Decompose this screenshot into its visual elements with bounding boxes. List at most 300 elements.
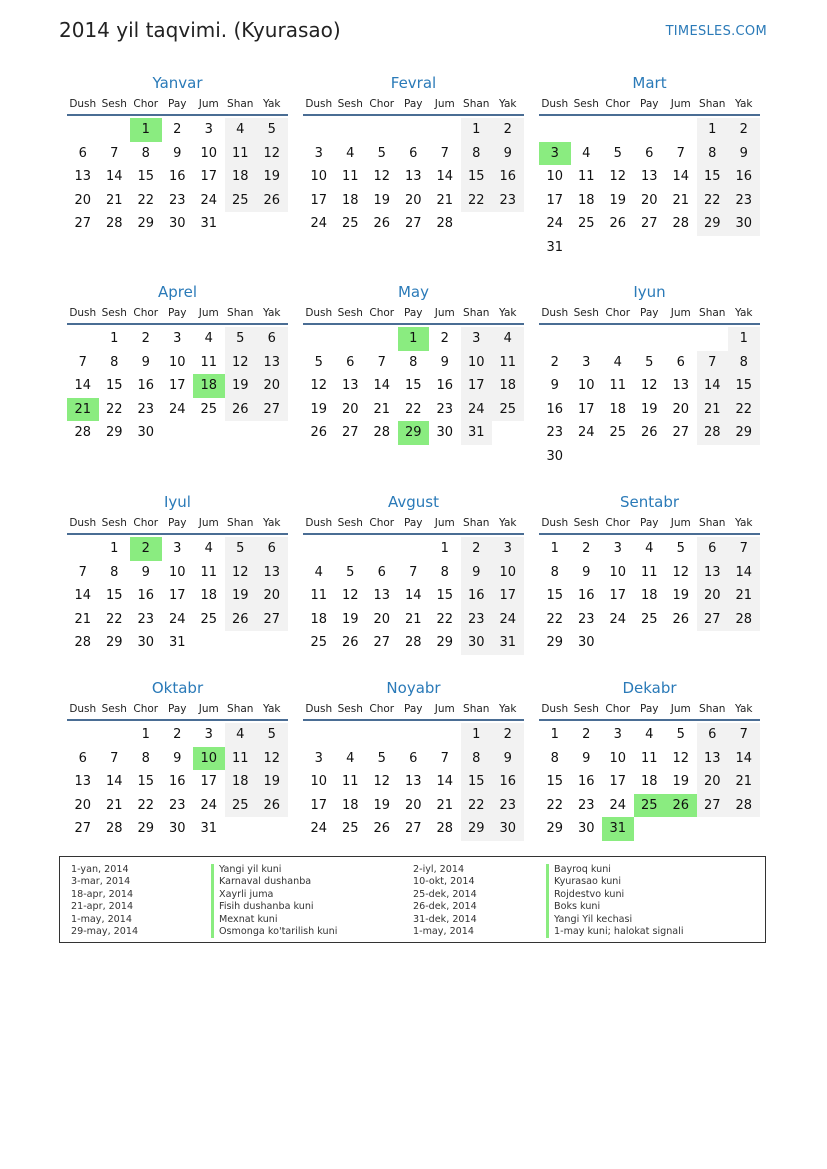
weekday-label: Jum [670, 307, 691, 319]
day-cell: 13 [697, 747, 729, 771]
day-cell: 30 [137, 635, 155, 651]
day-cell: 2 [440, 331, 449, 346]
day-cell: 18 [577, 192, 595, 208]
weekday-label: Chor [369, 517, 395, 529]
holiday-legend [59, 856, 766, 943]
day-cell: 14 [74, 378, 92, 394]
day-cell: 7 [78, 354, 87, 370]
day-cell: 12 [672, 750, 690, 766]
day-cell: 13 [341, 378, 359, 394]
day-cell: 11 [200, 564, 218, 580]
weekday-label: Shan [699, 517, 726, 529]
day-cell: 9 [550, 378, 559, 394]
empty-day-cell [665, 118, 697, 142]
day-cell: 2 [173, 122, 182, 137]
empty-day-cell [303, 537, 335, 561]
day-cell: 19 [310, 401, 328, 417]
day-cell: 28 [105, 821, 123, 837]
legend-holiday-name: Boks kuni [546, 901, 684, 913]
day-cell: 11 [225, 747, 257, 771]
day-cell: 25 [225, 794, 257, 818]
day-cell: 4 [225, 118, 257, 142]
page-title: 2014 yil taqvimi. (Kyurasao) [59, 18, 341, 42]
day-cell: 25 [609, 425, 627, 441]
day-cell: 4 [645, 727, 654, 742]
day-cell: 25 [492, 398, 524, 422]
weekday-label: Dush [541, 98, 569, 110]
day-cell: 25 [310, 635, 328, 651]
weekday-label: Sesh [573, 98, 599, 110]
month-oktabr [67, 677, 288, 841]
day-grid [67, 537, 288, 655]
day-cell: 8 [697, 142, 729, 166]
day-cell: 15 [546, 774, 564, 790]
day-cell: 21 [436, 192, 454, 208]
day-cell: 28 [436, 821, 454, 837]
day-cell: 7 [377, 354, 386, 370]
day-cell: 27 [373, 635, 391, 651]
day-cell: 5 [645, 354, 654, 370]
day-cell: 10 [168, 354, 186, 370]
day-cell: 14 [74, 588, 92, 604]
day-cell: 10 [577, 378, 595, 394]
day-cell: 16 [492, 770, 524, 794]
day-cell: 3 [314, 750, 323, 766]
day-cell: 29 [436, 635, 454, 651]
day-cell: 17 [310, 192, 328, 208]
day-cell: 5 [377, 145, 386, 161]
day-cell: 15 [105, 588, 123, 604]
month-name: Fevral [390, 74, 437, 92]
day-cell: 14 [672, 169, 690, 185]
weekday-label: Yak [263, 98, 281, 110]
day-cell: 28 [728, 608, 760, 632]
empty-day-cell [571, 327, 603, 351]
day-cell: 9 [173, 750, 182, 766]
day-cell: 3 [173, 541, 182, 556]
day-grid [303, 118, 524, 236]
day-cell: 16 [492, 165, 524, 189]
weekday-header [67, 699, 288, 721]
day-cell: 27 [404, 821, 422, 837]
day-cell: 7 [110, 750, 119, 766]
day-cell: 24 [546, 216, 564, 232]
day-cell: 23 [137, 401, 155, 417]
day-cell: 8 [550, 750, 559, 766]
day-cell: 14 [105, 774, 123, 790]
weekday-label: Jum [670, 517, 691, 529]
day-cell: 12 [609, 169, 627, 185]
day-cell: 24 [168, 401, 186, 417]
legend-holiday-name: 1-may kuni; halokat signali [546, 926, 684, 938]
day-cell: 9 [582, 750, 591, 766]
day-cell: 29 [105, 425, 123, 441]
empty-day-cell [634, 118, 666, 142]
weekday-label: Yak [499, 98, 517, 110]
day-cell: 16 [546, 401, 564, 417]
day-cell: 23 [436, 401, 454, 417]
day-cell: 25 [341, 821, 359, 837]
weekday-label: Shan [463, 98, 490, 110]
legend-date: 1-may, 2014 [413, 925, 474, 937]
weekday-label: Yak [499, 307, 517, 319]
day-cell: 5 [225, 537, 257, 561]
weekday-label: Dush [541, 307, 569, 319]
day-cell: 29 [137, 216, 155, 232]
month-dekabr [539, 677, 760, 841]
month-name: Yanvar [152, 74, 203, 92]
day-cell: 20 [640, 192, 658, 208]
weekday-label: Pay [639, 703, 659, 715]
day-cell: 26 [609, 216, 627, 232]
day-cell: 17 [461, 374, 493, 398]
weekday-label: Dush [541, 703, 569, 715]
empty-day-cell [634, 327, 666, 351]
day-cell: 31 [546, 239, 564, 255]
day-cell: 9 [492, 142, 524, 166]
empty-day-cell [335, 327, 367, 351]
day-cell: 2 [550, 354, 559, 370]
site-brand-link[interactable]: TIMESLES.COM [665, 24, 767, 39]
day-cell: 22 [461, 189, 493, 213]
month-name: Aprel [157, 283, 198, 301]
day-grid [539, 118, 760, 260]
day-cell: 7 [409, 564, 418, 580]
month-name: Sentabr [619, 493, 680, 511]
legend-left-dates [71, 864, 138, 938]
day-cell: 31 [168, 635, 186, 651]
month-avgust [303, 491, 524, 655]
day-cell: 8 [409, 354, 418, 370]
day-cell: 2 [582, 541, 591, 556]
day-cell: 1 [141, 727, 150, 742]
day-cell: 22 [137, 797, 155, 813]
day-cell: 15 [461, 770, 493, 794]
day-cell: 30 [577, 821, 595, 837]
day-cell: 10 [546, 169, 564, 185]
day-cell: 27 [640, 216, 658, 232]
day-cell: 13 [74, 774, 92, 790]
day-grid [67, 118, 288, 236]
day-cell: 29 [728, 421, 760, 445]
day-cell: 20 [672, 401, 690, 417]
day-cell: 13 [697, 561, 729, 585]
day-cell: 19 [225, 374, 257, 398]
day-cell: 1 [440, 541, 449, 556]
day-cell: 28 [74, 635, 92, 651]
month-fevral [303, 72, 524, 236]
empty-day-cell [335, 537, 367, 561]
month-name: Oktabr [151, 679, 204, 697]
day-cell: 27 [672, 425, 690, 441]
day-cell: 21 [436, 797, 454, 813]
day-cell: 9 [141, 354, 150, 370]
month-iyun [539, 281, 760, 469]
month-aprel [67, 281, 288, 445]
weekday-label: Dush [305, 703, 333, 715]
weekday-label: Pay [403, 307, 423, 319]
day-cell: 10 [461, 351, 493, 375]
legend-holiday-name: Bayroq kuni [546, 864, 684, 876]
empty-day-cell [67, 537, 99, 561]
day-cell: 22 [728, 398, 760, 422]
day-cell: 26 [310, 425, 328, 441]
legend-date: 29-may, 2014 [71, 925, 139, 937]
weekday-label: Yak [735, 307, 753, 319]
day-cell: 18 [640, 588, 658, 604]
day-cell: 13 [640, 169, 658, 185]
day-cell: 22 [546, 611, 564, 627]
day-cell: 11 [310, 588, 328, 604]
weekday-label: Dush [305, 517, 333, 529]
day-cell: 19 [256, 770, 288, 794]
empty-day-cell [303, 327, 335, 351]
day-cell: 21 [404, 611, 422, 627]
day-cell: 15 [697, 165, 729, 189]
weekday-label: Shan [463, 703, 490, 715]
empty-day-cell [602, 118, 634, 142]
weekday-label: Chor [605, 98, 631, 110]
day-cell: 8 [550, 564, 559, 580]
day-cell: 30 [137, 425, 155, 441]
day-cell: 31 [200, 821, 218, 837]
day-cell: 7 [440, 750, 449, 766]
day-cell: 8 [440, 564, 449, 580]
weekday-label: Chor [605, 307, 631, 319]
day-cell: 27 [256, 608, 288, 632]
day-cell: 24 [310, 216, 328, 232]
day-cell: 11 [577, 169, 595, 185]
holiday-day-cell: 2 [130, 537, 162, 561]
day-cell: 25 [200, 611, 218, 627]
empty-day-cell [539, 118, 571, 142]
day-cell: 26 [256, 189, 288, 213]
day-cell: 18 [609, 401, 627, 417]
weekday-label: Sesh [101, 517, 127, 529]
day-cell: 25 [200, 401, 218, 417]
holiday-day-cell: 18 [193, 374, 225, 398]
day-cell: 10 [609, 750, 627, 766]
day-cell: 19 [672, 588, 690, 604]
day-cell: 16 [577, 774, 595, 790]
legend-date: 2-iyl, 2014 [413, 864, 465, 875]
day-grid [67, 327, 288, 445]
day-cell: 24 [200, 797, 218, 813]
empty-day-cell [303, 118, 335, 142]
day-cell: 19 [609, 192, 627, 208]
day-cell: 10 [200, 145, 218, 161]
day-cell: 3 [492, 537, 524, 561]
legend-date: 26-dek, 2014 [413, 901, 477, 913]
day-cell: 19 [373, 192, 391, 208]
day-cell: 6 [256, 537, 288, 561]
empty-day-cell [398, 723, 430, 747]
weekday-label: Yak [735, 98, 753, 110]
day-cell: 23 [492, 189, 524, 213]
day-cell: 12 [373, 774, 391, 790]
day-cell: 29 [105, 635, 123, 651]
day-cell: 23 [137, 611, 155, 627]
day-cell: 13 [672, 378, 690, 394]
day-cell: 10 [310, 169, 328, 185]
weekday-label: Shan [699, 307, 726, 319]
empty-day-cell [366, 327, 398, 351]
day-cell: 4 [204, 541, 213, 556]
month-mart [539, 72, 760, 260]
day-cell: 6 [409, 145, 418, 161]
day-cell: 20 [697, 584, 729, 608]
day-cell: 19 [373, 797, 391, 813]
day-cell: 10 [492, 561, 524, 585]
weekday-label: Sesh [337, 307, 363, 319]
day-cell: 31 [492, 631, 524, 655]
day-cell: 26 [225, 398, 257, 422]
day-cell: 23 [546, 425, 564, 441]
day-cell: 2 [492, 118, 524, 142]
day-cell: 6 [256, 327, 288, 351]
empty-day-cell [303, 723, 335, 747]
day-cell: 14 [105, 169, 123, 185]
day-cell: 22 [105, 611, 123, 627]
legend-holiday-name: Xayrli juma [211, 889, 337, 901]
weekday-header [67, 303, 288, 325]
day-cell: 20 [404, 192, 422, 208]
day-cell: 24 [310, 821, 328, 837]
empty-day-cell [429, 118, 461, 142]
day-cell: 27 [74, 821, 92, 837]
day-cell: 9 [492, 747, 524, 771]
weekday-label: Pay [403, 98, 423, 110]
day-cell: 12 [225, 561, 257, 585]
weekday-label: Shan [699, 703, 726, 715]
day-cell: 29 [461, 817, 493, 841]
weekday-label: Dush [541, 517, 569, 529]
day-cell: 15 [404, 378, 422, 394]
day-cell: 21 [74, 611, 92, 627]
day-cell: 5 [225, 327, 257, 351]
day-cell: 17 [200, 774, 218, 790]
day-cell: 1 [110, 331, 119, 346]
legend-date: 10-okt, 2014 [413, 876, 475, 888]
day-cell: 5 [256, 723, 288, 747]
day-cell: 17 [310, 797, 328, 813]
weekday-header [539, 303, 760, 325]
day-cell: 7 [78, 564, 87, 580]
day-cell: 30 [436, 425, 454, 441]
day-cell: 6 [78, 750, 87, 766]
day-cell: 3 [314, 145, 323, 161]
day-cell: 27 [697, 608, 729, 632]
day-cell: 8 [110, 564, 119, 580]
weekday-label: Shan [227, 517, 254, 529]
day-cell: 11 [341, 774, 359, 790]
day-cell: 2 [728, 118, 760, 142]
day-cell: 12 [225, 351, 257, 375]
day-cell: 17 [577, 401, 595, 417]
weekday-label: Pay [403, 703, 423, 715]
day-cell: 6 [377, 564, 386, 580]
day-cell: 23 [168, 192, 186, 208]
month-name: Iyun [633, 283, 666, 301]
empty-day-cell [99, 118, 131, 142]
day-cell: 16 [137, 378, 155, 394]
day-cell: 5 [346, 564, 355, 580]
day-cell: 7 [697, 351, 729, 375]
day-cell: 28 [728, 794, 760, 818]
day-cell: 1 [110, 541, 119, 556]
day-cell: 13 [256, 351, 288, 375]
weekday-label: Jum [198, 98, 219, 110]
day-cell: 20 [256, 374, 288, 398]
day-cell: 29 [546, 821, 564, 837]
day-cell: 4 [492, 327, 524, 351]
day-cell: 18 [640, 774, 658, 790]
weekday-label: Jum [198, 703, 219, 715]
day-cell: 29 [546, 635, 564, 651]
weekday-label: Shan [227, 703, 254, 715]
day-cell: 8 [110, 354, 119, 370]
weekday-label: Pay [639, 307, 659, 319]
day-cell: 3 [204, 122, 213, 137]
holiday-day-cell: 31 [602, 817, 634, 841]
weekday-label: Dush [69, 703, 97, 715]
empty-day-cell [398, 537, 430, 561]
day-cell: 28 [373, 425, 391, 441]
weekday-label: Sesh [337, 517, 363, 529]
day-cell: 1 [728, 327, 760, 351]
day-cell: 18 [200, 588, 218, 604]
day-cell: 23 [168, 797, 186, 813]
day-cell: 4 [613, 354, 622, 370]
legend-holiday-name: Fisih dushanba kuni [211, 901, 337, 913]
day-cell: 20 [404, 797, 422, 813]
day-cell: 21 [672, 192, 690, 208]
day-cell: 4 [225, 723, 257, 747]
day-cell: 16 [137, 588, 155, 604]
day-cell: 20 [373, 611, 391, 627]
day-grid [539, 723, 760, 841]
day-cell: 18 [492, 374, 524, 398]
day-cell: 27 [256, 398, 288, 422]
day-cell: 28 [404, 635, 422, 651]
day-cell: 13 [404, 169, 422, 185]
weekday-label: Jum [434, 307, 455, 319]
day-cell: 25 [341, 216, 359, 232]
day-cell: 14 [728, 561, 760, 585]
weekday-label: Chor [605, 703, 631, 715]
day-cell: 31 [200, 216, 218, 232]
day-cell: 4 [346, 145, 355, 161]
day-cell: 1 [697, 118, 729, 142]
day-cell: 25 [577, 216, 595, 232]
weekday-label: Pay [167, 307, 187, 319]
weekday-label: Sesh [573, 517, 599, 529]
empty-day-cell [335, 723, 367, 747]
day-cell: 20 [256, 584, 288, 608]
day-cell: 14 [373, 378, 391, 394]
weekday-label: Sesh [573, 307, 599, 319]
month-name: Iyul [164, 493, 191, 511]
day-cell: 7 [110, 145, 119, 161]
day-cell: 15 [105, 378, 123, 394]
empty-day-cell [665, 327, 697, 351]
holiday-day-cell: 3 [539, 142, 571, 166]
day-cell: 2 [173, 727, 182, 742]
day-cell: 26 [640, 425, 658, 441]
day-cell: 20 [697, 770, 729, 794]
day-cell: 16 [436, 378, 454, 394]
empty-day-cell [67, 723, 99, 747]
